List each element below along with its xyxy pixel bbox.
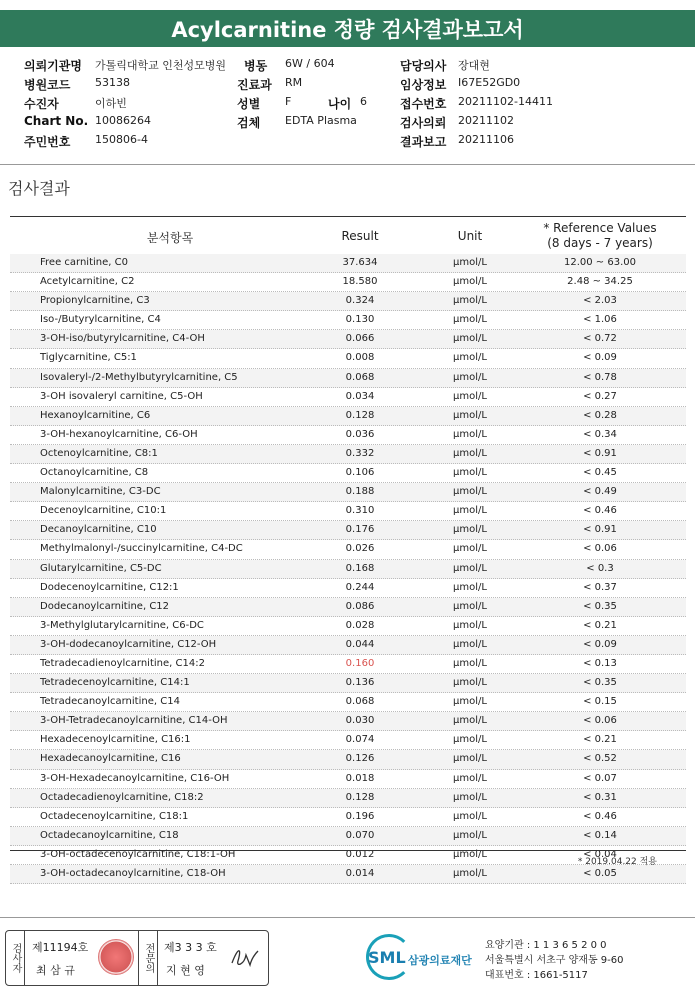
recipient-label: 수진자 [24, 97, 59, 111]
hospital-code-label: 병원코드 [24, 78, 71, 92]
row-name: Octanoylcarnitine, C8 [40, 467, 149, 479]
footer-divider [0, 917, 695, 918]
institution-address: 서울특별시 서초구 양재동 9-60 [485, 955, 624, 966]
row-name: Dodecenoylcarnitine, C12:1 [40, 581, 179, 593]
patient-info [0, 52, 695, 165]
row-reference: < 0.21 [583, 619, 617, 631]
row-result: 18.580 [342, 276, 378, 288]
row-result: 0.036 [345, 428, 375, 440]
row-unit: μmol/L [453, 715, 487, 727]
institution-phone: 대표번호 : 1661-5117 [485, 970, 588, 981]
row-result: 0.188 [345, 486, 375, 498]
table-row [10, 369, 686, 388]
row-name: Hexadecenoylcarnitine, C16:1 [40, 734, 191, 746]
row-unit: μmol/L [453, 848, 487, 860]
table-row [10, 273, 686, 292]
row-unit: μmol/L [453, 600, 487, 612]
row-name: Decanoylcarnitine, C10 [40, 524, 157, 536]
table-header [10, 216, 686, 256]
row-name: Hexanoylcarnitine, C6 [40, 409, 151, 421]
row-result: 0.086 [345, 600, 375, 612]
row-reference: < 0.91 [583, 447, 617, 459]
row-unit: μmol/L [453, 868, 487, 879]
age: 6 [360, 95, 367, 108]
table-row [10, 598, 686, 617]
table-row [10, 330, 686, 349]
row-result: 0.028 [345, 619, 375, 631]
table-row [10, 426, 686, 445]
table-row [10, 349, 686, 368]
row-unit: μmol/L [453, 447, 487, 459]
row-name: 3-OH-octadecenoylcarnitine, C18:1-OH [40, 848, 236, 860]
row-reference: 2.48 ~ 34.25 [567, 276, 633, 288]
age-label: 나이 [328, 97, 352, 111]
row-unit: μmol/L [453, 562, 487, 574]
doctor: 장대현 [458, 59, 490, 72]
table-row [10, 521, 686, 540]
row-name: Propionylcarnitine, C3 [40, 295, 150, 307]
row-result: 0.074 [345, 734, 375, 746]
row-unit: μmol/L [453, 734, 487, 746]
row-reference: < 0.31 [583, 791, 617, 803]
row-reference: < 0.35 [583, 677, 617, 689]
row-name: Octenoylcarnitine, C8:1 [40, 447, 158, 459]
row-result: 0.160 [345, 657, 375, 669]
row-reference: < 0.28 [583, 409, 617, 421]
table-row [10, 750, 686, 769]
row-name: Isovaleryl-/2-Methylbutyrylcarnitine, C5 [40, 371, 238, 383]
row-reference: < 0.06 [583, 715, 617, 727]
sex-label: 성별 [237, 97, 261, 111]
row-name: Iso-/Butyrylcarnitine, C4 [40, 314, 161, 326]
row-result: 0.014 [345, 868, 375, 879]
results-table [10, 254, 686, 884]
institution-code: 요양기관 : 1 1 3 6 5 2 0 0 [485, 940, 607, 951]
table-row [10, 617, 686, 636]
row-result: 0.018 [345, 772, 375, 784]
row-reference: < 0.13 [583, 657, 617, 669]
row-result: 0.044 [345, 638, 375, 650]
row-unit: μmol/L [453, 314, 487, 326]
row-result: 0.068 [345, 371, 375, 383]
row-unit: μmol/L [453, 677, 487, 689]
row-result: 0.034 [345, 390, 375, 402]
row-name: Octadecanoylcarnitine, C18 [40, 829, 179, 841]
row-result: 0.332 [345, 447, 375, 459]
table-row [10, 254, 686, 273]
clinical: I67E52GD0 [458, 76, 521, 89]
table-row [10, 502, 686, 521]
row-unit: μmol/L [453, 467, 487, 479]
accession-label: 접수번호 [400, 97, 447, 111]
table-row [10, 388, 686, 407]
row-unit: μmol/L [453, 409, 487, 421]
table-row [10, 445, 686, 464]
row-name: Malonylcarnitine, C3-DC [40, 486, 161, 498]
row-unit: μmol/L [453, 333, 487, 345]
row-result: 0.130 [345, 314, 375, 326]
row-unit: μmol/L [453, 810, 487, 822]
requested-label: 검사의뢰 [400, 116, 447, 130]
table-row [10, 292, 686, 311]
row-unit: μmol/L [453, 371, 487, 383]
row-name: Tiglycarnitine, C5:1 [40, 352, 137, 364]
row-result: 0.106 [345, 467, 375, 479]
row-name: 3-OH-iso/butyrylcarnitine, C4-OH [40, 333, 205, 345]
row-reference: < 0.34 [583, 428, 617, 440]
table-row [10, 808, 686, 827]
section-title: 검사결과 [8, 179, 70, 198]
row-name: Dodecanoylcarnitine, C12 [40, 600, 170, 612]
tester-license: 제11194호 [32, 941, 89, 954]
row-name: 3-OH isovaleryl carnitine, C5-OH [40, 390, 203, 402]
doctor-label: 담당의사 [400, 59, 447, 73]
row-reference: < 0.46 [583, 505, 617, 517]
row-reference: < 0.45 [583, 467, 617, 479]
accession: 20211102-14411 [458, 95, 553, 108]
row-name: Methylmalonyl-/succinylcarnitine, C4-DC [40, 543, 243, 555]
row-unit: μmol/L [453, 657, 487, 669]
ward-label: 병동 [244, 59, 268, 73]
row-unit: μmol/L [453, 486, 487, 498]
row-result: 0.012 [345, 848, 375, 860]
table-row [10, 770, 686, 789]
id-number: 150806-4 [95, 133, 148, 146]
approver-license: 제3 3 3 호 [164, 941, 217, 954]
row-unit: μmol/L [453, 696, 487, 708]
row-result: 0.026 [345, 543, 375, 555]
row-name: Free carnitine, C0 [40, 257, 128, 268]
row-result: 0.168 [345, 562, 375, 574]
info-row [0, 95, 695, 113]
row-result: 0.244 [345, 581, 375, 593]
row-reference: < 0.72 [583, 333, 617, 345]
row-reference: < 0.27 [583, 390, 617, 402]
row-reference: < 1.06 [583, 314, 617, 326]
row-result: 0.066 [345, 333, 375, 345]
table-row [10, 865, 686, 884]
logo-abbr: SML [368, 948, 406, 967]
row-unit: μmol/L [453, 390, 487, 402]
row-name: Hexadecanoylcarnitine, C16 [40, 753, 181, 765]
footnote: * 2019.04.22 적용 [577, 857, 657, 867]
institution-info [485, 938, 624, 983]
row-unit: μmol/L [453, 829, 487, 841]
row-reference: < 0.06 [583, 543, 617, 555]
row-name: Octadecenoylcarnitine, C18:1 [40, 810, 189, 822]
info-row [0, 76, 695, 94]
tester-label: 검사자 [6, 931, 25, 985]
table-row [10, 560, 686, 579]
row-unit: μmol/L [453, 257, 487, 268]
row-name: 3-OH-hexanoylcarnitine, C6-OH [40, 428, 198, 440]
specimen: EDTA Plasma [285, 114, 357, 127]
table-row [10, 674, 686, 693]
sml-logo [360, 930, 500, 984]
row-name: Tetradecadienoylcarnitine, C14:2 [40, 657, 205, 669]
row-unit: μmol/L [453, 295, 487, 307]
chart-no: 10086264 [95, 114, 151, 127]
tester-name: 최 삼 규 [36, 964, 75, 977]
row-unit: μmol/L [453, 581, 487, 593]
reported-label: 결과보고 [400, 135, 447, 149]
table-row [10, 540, 686, 559]
header-item: 분석항목 [146, 231, 194, 245]
table-row [10, 693, 686, 712]
row-name: 3-OH-dodecanoylcarnitine, C12-OH [40, 638, 217, 650]
sex: F [285, 95, 292, 108]
row-result: 37.634 [342, 257, 378, 268]
row-reference: < 0.52 [583, 753, 617, 765]
clinical-label: 임상정보 [400, 78, 447, 92]
row-unit: μmol/L [453, 791, 487, 803]
row-reference: < 0.15 [583, 696, 617, 708]
row-unit: μmol/L [453, 619, 487, 631]
row-reference: < 0.09 [583, 352, 617, 364]
row-name: Decenoylcarnitine, C10:1 [40, 505, 167, 517]
header-ref-title: * Reference Values [543, 221, 657, 235]
report-title: Acylcarnitine 정량 검사결과보고서 [0, 10, 695, 47]
row-unit: μmol/L [453, 524, 487, 536]
row-name: Octadecadienoylcarnitine, C18:2 [40, 791, 204, 803]
row-reference: < 0.37 [583, 581, 617, 593]
row-reference: < 0.46 [583, 810, 617, 822]
row-unit: μmol/L [453, 276, 487, 288]
row-name: 3-OH-Hexadecanoylcarnitine, C16-OH [40, 772, 230, 784]
table-row [10, 579, 686, 598]
row-reference: < 0.35 [583, 600, 617, 612]
requesting-org: 가톨릭대학교 인천성모병원 [95, 59, 227, 72]
row-result: 0.070 [345, 829, 375, 841]
table-row [10, 731, 686, 750]
row-name: Tetradecanoylcarnitine, C14 [40, 696, 180, 708]
specimen-label: 검체 [237, 116, 261, 130]
row-name: Tetradecenoylcarnitine, C14:1 [40, 677, 190, 689]
row-unit: μmol/L [453, 428, 487, 440]
table-row [10, 311, 686, 330]
approver-label: 전문의 [138, 931, 158, 985]
requesting-org-label: 의뢰기관명 [24, 59, 82, 73]
row-result: 0.324 [345, 295, 375, 307]
row-result: 0.126 [345, 753, 375, 765]
header-ref-range: (8 days - 7 years) [547, 236, 653, 250]
header-result: Result [341, 229, 379, 243]
row-reference: < 0.91 [583, 524, 617, 536]
approver-name: 지 현 영 [166, 964, 205, 977]
header-unit: Unit [457, 229, 483, 243]
table-row [10, 827, 686, 846]
row-result: 0.310 [345, 505, 375, 517]
table-row [10, 636, 686, 655]
table-row [10, 464, 686, 483]
table-bottom-rule [10, 850, 686, 851]
row-name: Glutarylcarnitine, C5-DC [40, 562, 162, 574]
table-row [10, 789, 686, 808]
row-reference: < 0.04 [583, 848, 617, 860]
dept: RM [285, 76, 303, 89]
table-row [10, 712, 686, 731]
row-name: 3-OH-Tetradecanoylcarnitine, C14-OH [40, 715, 228, 727]
row-result: 0.128 [345, 409, 375, 421]
row-reference: < 0.21 [583, 734, 617, 746]
row-result: 0.176 [345, 524, 375, 536]
row-name: Acetylcarnitine, C2 [40, 276, 135, 288]
signature-box [5, 930, 269, 986]
row-result: 0.196 [345, 810, 375, 822]
row-unit: μmol/L [453, 352, 487, 364]
dept-label: 진료과 [237, 78, 272, 92]
recipient: 이하빈 [95, 97, 127, 110]
table-row [10, 483, 686, 502]
row-unit: μmol/L [453, 505, 487, 517]
seal-stamp-icon [98, 939, 134, 975]
row-result: 0.008 [345, 352, 375, 364]
row-reference: 12.00 ~ 63.00 [564, 257, 636, 268]
row-unit: μmol/L [453, 753, 487, 765]
row-name: 3-Methylglutarylcarnitine, C6-DC [40, 619, 204, 631]
row-name: 3-OH-octadecanoylcarnitine, C18-OH [40, 868, 226, 879]
row-result: 0.068 [345, 696, 375, 708]
id-label: 주민번호 [24, 135, 71, 149]
row-result: 0.030 [345, 715, 375, 727]
info-row [0, 133, 695, 151]
row-unit: μmol/L [453, 772, 487, 784]
row-result: 0.136 [345, 677, 375, 689]
table-row [10, 407, 686, 426]
row-reference: < 0.49 [583, 486, 617, 498]
row-reference: < 2.03 [583, 295, 617, 307]
ward: 6W / 604 [285, 57, 335, 70]
logo-name: 삼광의료재단 [408, 954, 472, 967]
signature-icon [228, 945, 262, 971]
row-reference: < 0.09 [583, 638, 617, 650]
row-reference: < 0.3 [586, 562, 614, 574]
reported-date: 20211106 [458, 133, 514, 146]
info-row [0, 114, 695, 132]
row-reference: < 0.14 [583, 829, 617, 841]
row-reference: < 0.05 [583, 868, 617, 879]
row-reference: < 0.07 [583, 772, 617, 784]
chart-label: Chart No. [24, 114, 89, 128]
row-reference: < 0.78 [583, 371, 617, 383]
table-row [10, 655, 686, 674]
row-unit: μmol/L [453, 543, 487, 555]
requested-date: 20211102 [458, 114, 514, 127]
row-unit: μmol/L [453, 638, 487, 650]
row-result: 0.128 [345, 791, 375, 803]
info-row [0, 57, 695, 75]
hospital-code: 53138 [95, 76, 130, 89]
